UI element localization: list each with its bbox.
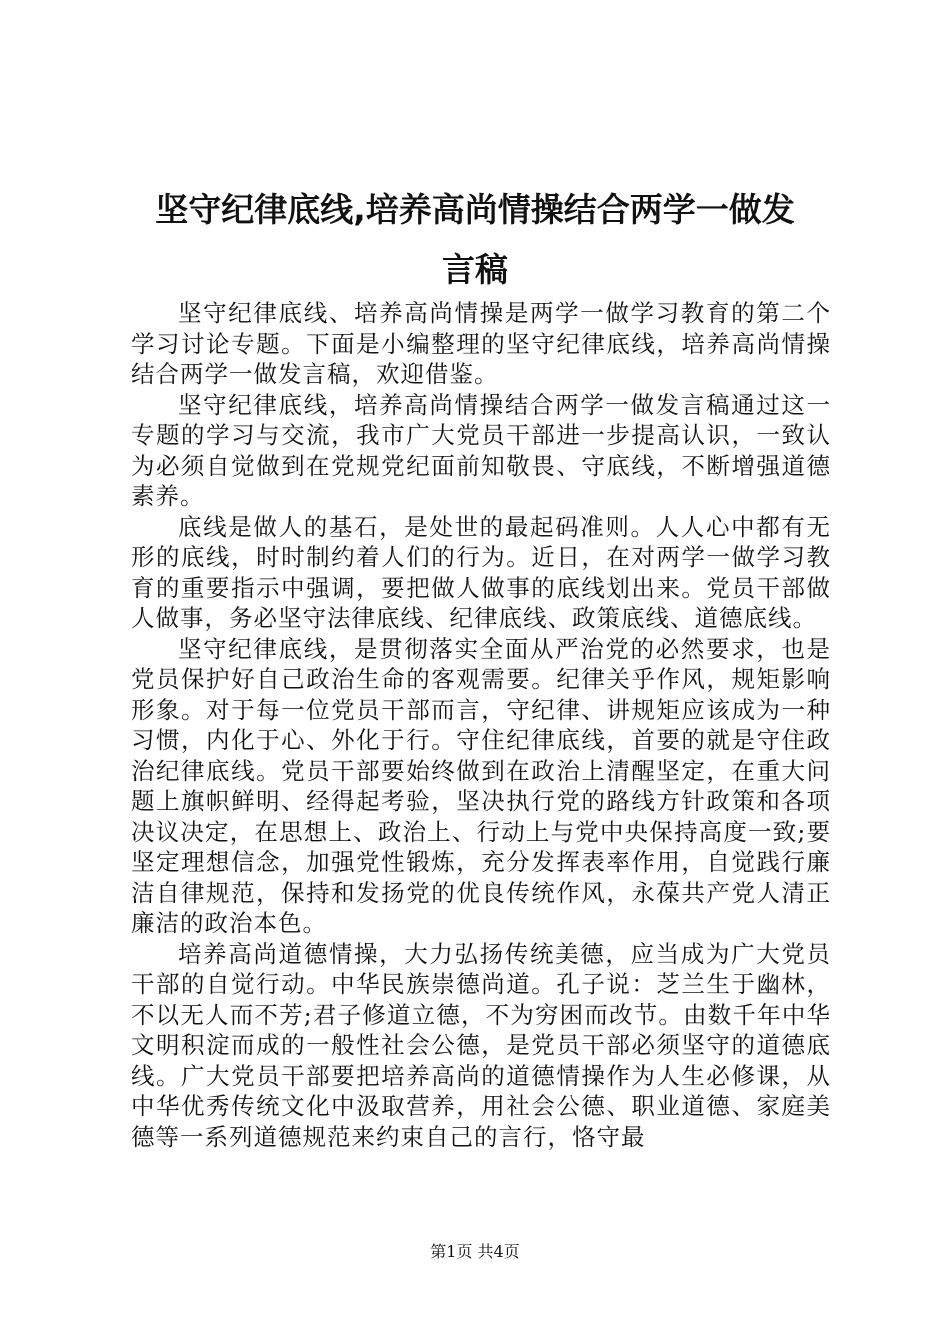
paragraph-5: 培养高尚道德情操，大力弘扬传统美德，应当成为广大党员干部的自觉行动。中华民族崇德尚道。孔子说：芝兰生于幽林，不以无人而不芳;君子修道立德，不为穷困而改节。由数千年中华文明积淀而成的一般性社会公德，是党员干部必须坚守的道德底线。广大党员干部要把培养高尚的道德情操作为人生必修课，从中华优秀传统文化中汲取营养，用社会公德、职业道德、家庭美德等一系列道德规范来约束自己的言行，恪守最	[131, 939, 831, 1151]
page-footer: 第1页 共4页	[430, 1242, 520, 1261]
paragraph-1: 坚守纪律底线、培养高尚情操是两学一做学习教育的第二个学习讨论专题。下面是小编整理的坚守纪律底线，培养高尚情操结合两学一做发言稿，欢迎借鉴。	[131, 299, 831, 388]
title-line-2: 言稿	[442, 250, 508, 289]
paragraph-3: 底线是做人的基石，是处世的最起码准则。人人心中都有无形的底线，时时制约着人们的行为。近日，在对两学一做学习教育的重要指示中强调，要把做人做事的底线划出来。党员干部做人做事，务必坚守法律底线、纪律底线、政策底线、道德底线。	[131, 512, 831, 632]
document-body	[131, 298, 831, 1152]
document-title	[120, 180, 830, 300]
paragraph-4: 坚守纪律底线，是贯彻落实全面从严治党的必然要求，也是党员保护好自己政治生命的客观需要。纪律关乎作风，规矩影响形象。对于每一位党员干部而言，守纪律、讲规矩应该成为一种习惯，内化于心、外化于行。守住纪律底线，首要的就是守住政治纪律底线。党员干部要始终做到在政治上清醒坚定，在重大问题上旗帜鲜明、经得起考验，坚决执行党的路线方针政策和各项决议决定，在思想上、政治上、行动上与党中央保持高度一致;要坚定理想信念，加强党性锻炼，充分发挥表率作用，自觉践行廉洁自律规范，保持和发扬党的优良传统作风，永葆共产党人清正廉洁的政治本色。	[131, 634, 831, 937]
title-line-1: 坚守纪律底线,培养高尚情操结合两学一做发	[155, 190, 795, 229]
paragraph-2: 坚守纪律底线，培养高尚情操结合两学一做发言稿通过这一专题的学习与交流，我市广大党员干部进一步提高认识，一致认为必须自觉做到在党规党纪面前知敬畏、守底线，不断增强道德素养。	[131, 390, 831, 510]
